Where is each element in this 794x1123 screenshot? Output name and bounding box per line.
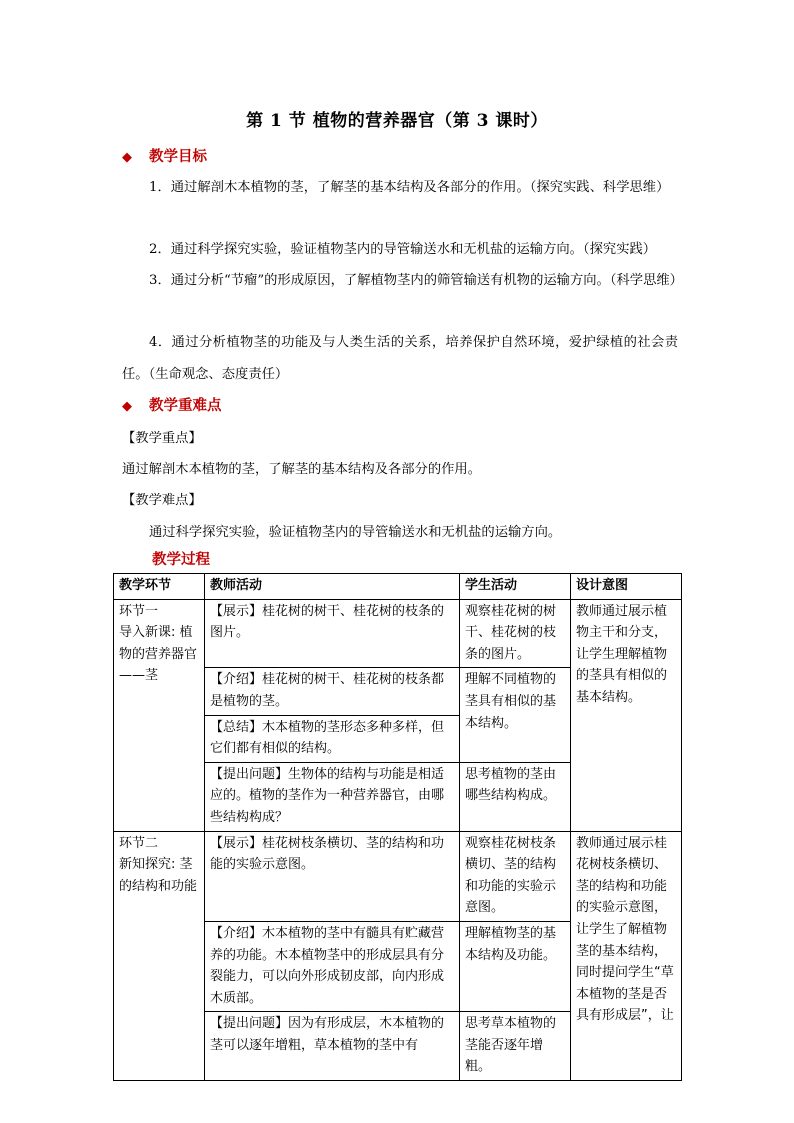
- goal-2: 2．通过科学探究实验，验证植物茎内的导管输送水和无机盐的运输方向。（探究实践）: [149, 242, 657, 257]
- goal-3: 3．通过分析“节瘤”的形成原因，了解植物茎内的筛管输送有机物的运输方向。（科学思维）: [149, 273, 683, 288]
- link2-intent: 教师通过展示桂花树枝条横切、茎的结构和功能的实验示意图，让学生了解植物茎的基本结构，同时提问学生“草本植物的茎是否具有形成层”，让: [571, 831, 682, 1081]
- link1-student-1: 观察桂花树的树干、桂花树的枝条的图片。: [460, 599, 571, 668]
- table-header-row: [114, 574, 682, 600]
- link2-student-1: 观察桂花树枝条横切、茎的结构和功能的实验示意图。: [460, 831, 571, 921]
- link1-teacher-1: 【展示】桂花树的树干、桂花树的枝条的图片。: [205, 599, 460, 668]
- link2-student-2: 理解植物茎的基本结构及功能。: [460, 921, 571, 1011]
- difficult-point-text: 通过科学探究实验，验证植物茎内的导管输送水和无机盐的运输方向。: [149, 525, 562, 540]
- link1-student-4: 思考植物的茎由哪些结构构成。: [460, 762, 571, 831]
- diamond-bullet-icon: ◆: [122, 150, 132, 165]
- header-teacher: 教师活动: [205, 574, 460, 600]
- diamond-bullet-icon: ◆: [122, 399, 132, 414]
- link2-student-3: 思考草本植物的茎能否逐年增粗。: [460, 1012, 571, 1081]
- link2-teacher-1: 【展示】桂花树枝条横切、茎的结构和功能的实验示意图。: [205, 831, 460, 921]
- teaching-process-table: [113, 573, 682, 1081]
- page-title: 第 1 节 植物的营养器官（第 3 课时）: [246, 111, 548, 131]
- difficult-point-label: 【教学难点】: [122, 493, 202, 508]
- link2-name: 环节二 新知探究: 茎的结构和功能: [114, 831, 205, 1081]
- header-link: 教学环节: [114, 574, 205, 600]
- goal-1: 1．通过解剖木本植物的茎，了解茎的基本结构及各部分的作用。（探究实践、科学思维）: [149, 180, 670, 195]
- header-student: 学生活动: [460, 574, 571, 600]
- process-heading: 教学过程: [152, 551, 210, 568]
- goals-heading: ◆ 教学目标: [122, 148, 207, 165]
- link1-teacher-3: 【总结】木本植物的茎形态多种多样，但它们都有相似的结构。: [205, 715, 460, 762]
- link1-teacher-2: 【介绍】桂花树的树干、桂花树的枝条都是植物的茎。: [205, 668, 460, 715]
- goal-4: 4．通过分析植物茎的功能及与人类生活的关系，培养保护自然环境，爱护绿植的社会责任。（生命观念、态度责任）: [122, 335, 678, 382]
- key-point-label: 【教学重点】: [122, 431, 202, 446]
- key-heading: ◆ 教学重难点: [122, 397, 222, 414]
- link1-teacher-4: 【提出问题】生物体的结构与功能是相适应的。植物的茎作为一种营养器官，由哪些结构构成？: [205, 762, 460, 831]
- link1-student-2: 理解不同植物的茎具有相似的基本结构。: [460, 668, 571, 762]
- key-point-text: 通过解剖木本植物的茎，了解茎的基本结构及各部分的作用。: [122, 462, 482, 477]
- link2-teacher-2: 【介绍】木本植物的茎中有髓具有贮藏营养的功能。木本植物茎中的形成层具有分裂能力，可以向外形成韧皮部，向内形成木质部。: [205, 921, 460, 1011]
- link2-teacher-3: 【提出问题】因为有形成层，木本植物的茎可以逐年增粗，草本植物的茎中有: [205, 1012, 460, 1081]
- link1-intent: 教师通过展示植物主干和分支，让学生理解植物的茎具有相似的基本结构。: [571, 599, 682, 831]
- table-row: [114, 831, 682, 921]
- link1-name: 环节一 导入新课: 植物的营养器官——茎: [114, 599, 205, 831]
- header-intent: 设计意图: [571, 574, 682, 600]
- table-row: [114, 599, 682, 668]
